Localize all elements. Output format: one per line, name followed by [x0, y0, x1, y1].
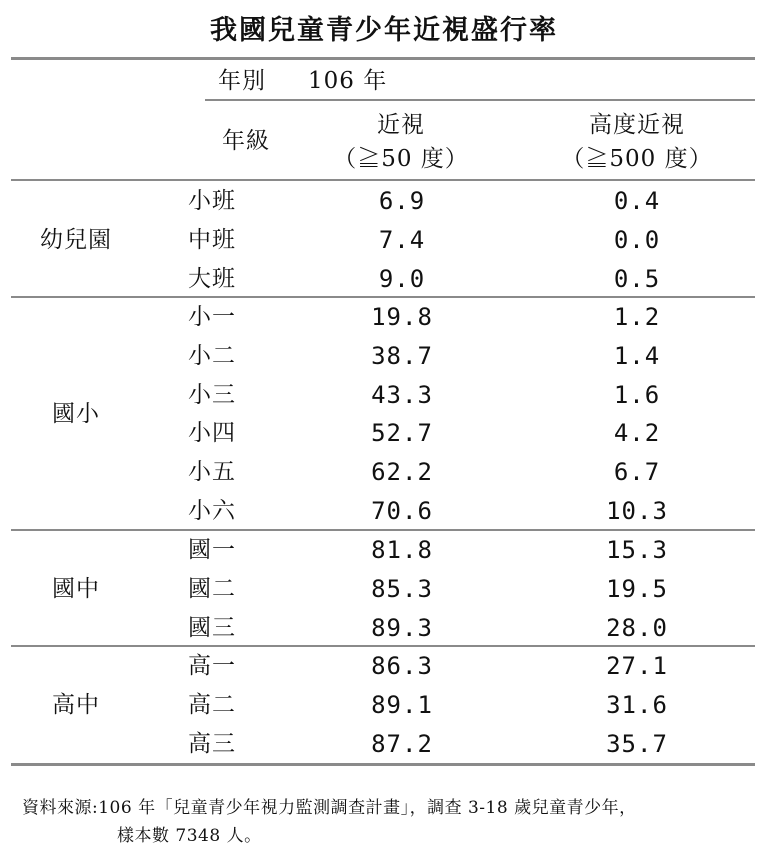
high-myopia-value: 1.2 [613, 303, 661, 331]
source-note-line2: 樣本數 7348 人。 [117, 826, 262, 846]
col-myopia-subtitle: （≧50 度） [333, 146, 469, 172]
group-label: 國小 [52, 401, 100, 427]
high-myopia-value: 0.4 [613, 187, 661, 215]
high-myopia-value: 35.7 [606, 729, 668, 758]
grade-cell: 小二 [188, 342, 236, 369]
grade-cell: 中班 [188, 226, 236, 253]
source-note-line1: 資料來源:106 年「兒童青少年視力監測調查計畫」，調查 3-18 歲兒童青少年， [22, 798, 637, 818]
high-myopia-value: 4.2 [613, 419, 661, 448]
myopia-value: 70.6 [371, 497, 433, 525]
myopia-value: 43.3 [371, 380, 433, 409]
myopia-value: 38.7 [371, 341, 433, 370]
year-value: 106 年 [308, 68, 388, 94]
page-title: 我國兒童青少年近視盛行率 [210, 15, 558, 46]
col-high-title: 高度近視 [589, 112, 685, 138]
high-myopia-value: 0.0 [613, 225, 661, 254]
high-myopia-value: 31.6 [606, 690, 668, 719]
myopia-value: 87.2 [371, 729, 433, 758]
high-myopia-value: 1.4 [613, 341, 661, 370]
grade-cell: 小四 [188, 420, 236, 447]
grade-cell: 小五 [188, 459, 236, 486]
high-myopia-value: 28.0 [606, 613, 668, 642]
grade-cell: 高二 [188, 691, 236, 718]
header-divider [205, 99, 755, 101]
col-high-subtitle: （≧500 度） [561, 146, 713, 172]
myopia-value: 86.3 [371, 652, 433, 680]
header-bottom-rule [11, 179, 755, 181]
myopia-value: 19.8 [371, 303, 433, 331]
grade-label: 年級 [222, 128, 270, 154]
high-myopia-value: 1.6 [613, 380, 661, 409]
myopia-value: 81.8 [371, 536, 433, 564]
myopia-value: 89.1 [371, 690, 433, 719]
myopia-value: 9.0 [378, 264, 426, 293]
grade-cell: 國三 [188, 614, 236, 641]
group-label: 幼兒園 [40, 226, 112, 253]
source-note [22, 794, 752, 850]
bottom-rule [11, 763, 755, 766]
myopia-value: 85.3 [371, 574, 433, 603]
myopia-value: 62.2 [371, 458, 433, 487]
group-label: 國中 [52, 575, 100, 602]
year-label: 年別 [218, 68, 266, 94]
myopia-value: 6.9 [378, 187, 426, 215]
grade-cell: 小三 [188, 381, 236, 408]
grade-cell: 高一 [188, 653, 236, 679]
high-myopia-value: 10.3 [606, 497, 668, 525]
myopia-value: 89.3 [371, 613, 433, 642]
grade-cell: 國一 [188, 537, 236, 563]
high-myopia-value: 0.5 [613, 264, 661, 293]
myopia-value: 52.7 [371, 419, 433, 448]
group-divider [11, 529, 755, 531]
grade-cell: 小六 [188, 498, 236, 524]
myopia-value: 7.4 [378, 225, 426, 254]
group-label: 高中 [52, 691, 100, 718]
col-myopia-title: 近視 [377, 112, 425, 138]
grade-cell: 小一 [188, 304, 236, 330]
grade-cell: 小班 [188, 188, 236, 214]
group-divider [11, 645, 755, 647]
grade-cell: 國二 [188, 575, 236, 602]
group-divider [11, 296, 755, 298]
grade-cell: 大班 [188, 265, 236, 292]
grade-cell: 高三 [188, 730, 236, 757]
high-myopia-value: 19.5 [606, 574, 668, 603]
high-myopia-value: 6.7 [613, 458, 661, 487]
high-myopia-value: 15.3 [606, 536, 668, 564]
high-myopia-value: 27.1 [606, 652, 668, 680]
top-rule [11, 57, 755, 60]
